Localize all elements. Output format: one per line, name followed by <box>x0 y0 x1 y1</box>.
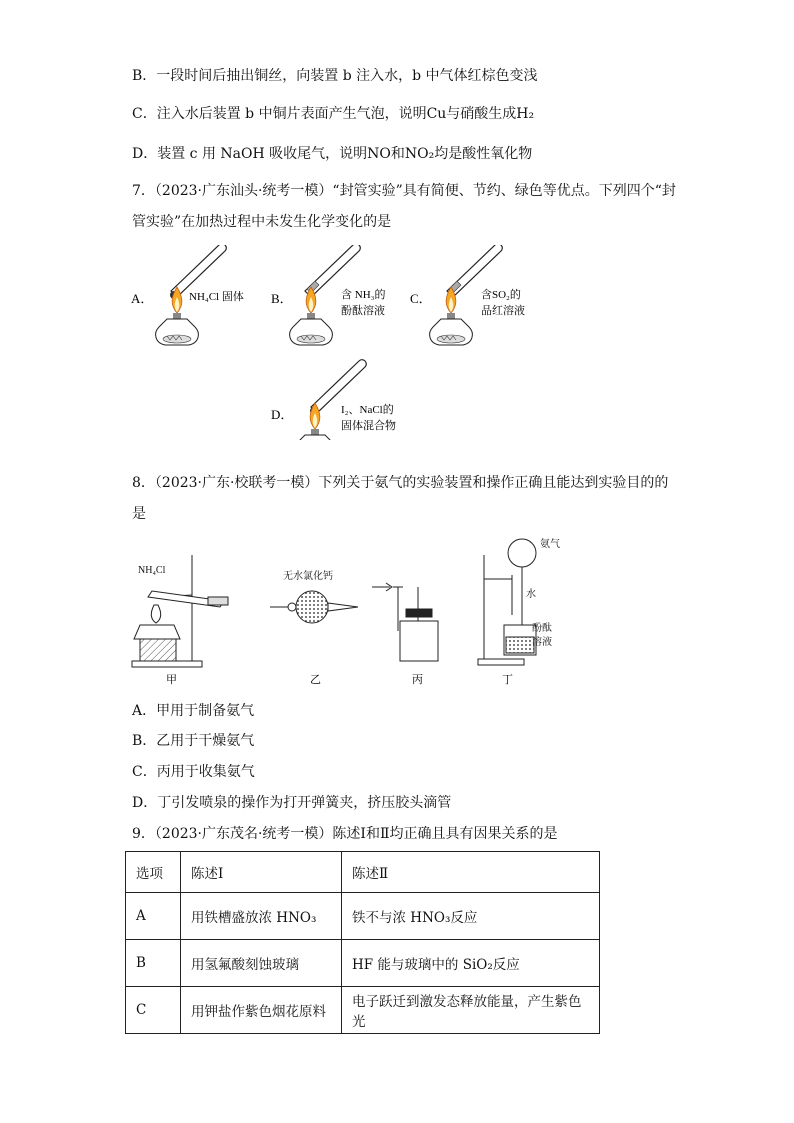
fig-a-text: NH₄Cl 固体 <box>189 291 244 303</box>
table-row <box>126 987 600 1034</box>
water-label: 水 <box>526 589 536 600</box>
q7-stem-line2: 管实验”在加热过程中未发生化学变化的是 <box>132 214 392 230</box>
caption-yi: 乙 <box>310 674 321 685</box>
table-row <box>126 940 600 987</box>
fig-c-text1: 含SO₂的 <box>481 289 521 301</box>
apparatus-ding <box>478 537 560 665</box>
table-row <box>126 893 600 940</box>
q6-option-b: B．一段时间后抽出铜丝，向装置 b 注入水，b 中气体红棕色变浅 <box>132 68 538 84</box>
table-cell: B <box>126 940 181 987</box>
fig-d-text1: I₂、NaCl的 <box>341 404 394 416</box>
q8-stem-line2: 是 <box>132 506 146 522</box>
q7-stem-line1: 7．（2023·广东汕头·统考一模）“封管实验”具有简便、节约、绿色等优点。下列四个“封 <box>132 183 676 199</box>
cacl2-label: 无水氯化钙 <box>283 571 333 582</box>
apparatus-jia <box>132 555 228 667</box>
table-header-row <box>126 852 600 893</box>
q8-option-c: C．丙用于收集氨气 <box>132 764 255 780</box>
fig-c <box>410 245 525 345</box>
table-cell: 铁不与浓 HNO₃反应 <box>342 893 600 940</box>
table-cell: HF 能与玻璃中的 SiO₂反应 <box>342 940 600 987</box>
header-cell: 选项 <box>126 852 181 893</box>
fig-c-text2: 品红溶液 <box>481 305 525 317</box>
phenolphthalein-label-2: 溶液 <box>532 637 552 648</box>
table-cell: C <box>126 987 181 1034</box>
q6-option-c: C．注入水后装置 b 中铜片表面产生气泡，说明Cu与硝酸生成H₂ <box>132 106 535 122</box>
fig-a <box>131 245 244 345</box>
fig-d-letter: D． <box>271 407 294 422</box>
table-cell: 用铁槽盛放浓 HNO₃ <box>181 893 342 940</box>
fig-b-text2: 酚酞溶液 <box>341 305 385 317</box>
q8-option-d: D．丁引发喷泉的操作为打开弹簧夹，挤压胶头滴管 <box>132 795 452 811</box>
table-cell: 用钾盐作紫色烟花原料 <box>181 987 342 1034</box>
header-cell: 陈述Ⅱ <box>342 852 600 893</box>
caption-jia: 甲 <box>166 674 177 685</box>
fig-b-text1: 含 NH₃的 <box>341 289 386 301</box>
ammonia-label: 氨气 <box>540 539 560 550</box>
fig-c-letter: C． <box>410 291 432 306</box>
fig-d-text2: 固体混合物 <box>341 420 396 432</box>
caption-bing: 丙 <box>412 674 423 685</box>
q8-option-a: A．甲用于制备氨气 <box>132 703 255 719</box>
q8-stem-line1: 8．（2023·广东·校联考一模）下列关于氨气的实验装置和操作正确且能达到实验目的的 <box>132 475 669 491</box>
q7-figures <box>125 245 645 440</box>
q8-option-b: B．乙用于干燥氨气 <box>132 733 255 749</box>
q9-stem: 9．（2023·广东茂名·统考一模）陈述Ⅰ和Ⅱ均正确且具有因果关系的是 <box>132 826 558 842</box>
q8-apparatus-figure <box>128 535 578 685</box>
table-cell: A <box>126 893 181 940</box>
fig-a-letter: A． <box>131 291 154 306</box>
nh4cl-label: NH₄Cl <box>138 565 166 576</box>
apparatus-yi <box>270 569 358 623</box>
fig-b-letter: B． <box>271 291 293 306</box>
table-cell: 电子跃迁到激发态释放能量，产生紫色光 <box>342 987 600 1034</box>
q9-table <box>125 851 600 1034</box>
fig-d <box>271 360 396 440</box>
fig-b <box>271 245 385 345</box>
table-cell: 用氢氟酸刻蚀玻璃 <box>181 940 342 987</box>
apparatus-bing <box>372 583 438 661</box>
caption-ding: 丁 <box>502 674 513 685</box>
header-cell: 陈述Ⅰ <box>181 852 342 893</box>
q6-option-d: D．装置 c 用 NaOH 吸收尾气，说明NO和NO₂均是酸性氧化物 <box>132 146 533 162</box>
phenolphthalein-label-1: 酚酞 <box>532 623 552 634</box>
